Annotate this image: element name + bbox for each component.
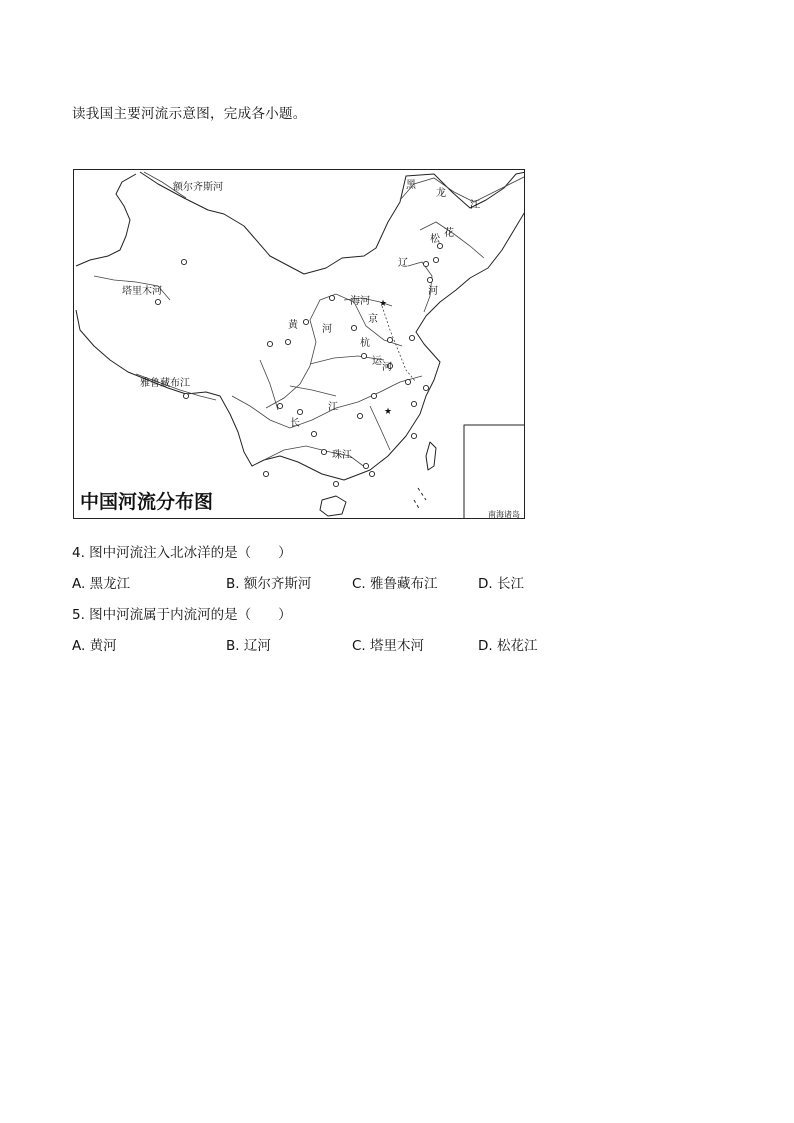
- taiwan-island: [426, 442, 436, 470]
- hainan-island: [320, 496, 346, 516]
- label-he-huang: 河: [322, 324, 332, 335]
- question-4-stem: 4. 图中河流注入北冰洋的是（ ）: [72, 545, 292, 561]
- q4-option-a: A. 黑龙江: [72, 576, 131, 592]
- river-min: [260, 360, 278, 410]
- q5-option-d: D. 松花江: [478, 638, 538, 654]
- label-he-liao: 河: [428, 286, 438, 297]
- map-title: 中国河流分布图: [80, 491, 214, 513]
- question-5-stem: 5. 图中河流属于内流河的是（ ）: [72, 607, 292, 623]
- city-markers: [155, 243, 442, 486]
- q5-option-c: C. 塔里木河: [352, 638, 425, 654]
- label-zhujiang: 珠江: [332, 450, 352, 461]
- country-border: [76, 172, 525, 480]
- q5-option-a: A. 黄河: [72, 638, 117, 654]
- capital-star-icon: ★: [379, 299, 388, 309]
- label-erqisi: 额尔齐斯河: [173, 182, 223, 193]
- q5-option-b: B. 辽河: [226, 638, 271, 654]
- label-he-yun: 河: [382, 362, 392, 373]
- label-jiang1: 江: [470, 200, 480, 211]
- q4-option-b: B. 额尔齐斯河: [226, 576, 312, 592]
- map-labels: [122, 179, 480, 461]
- label-liao: 辽: [398, 258, 408, 269]
- label-hang: 杭: [360, 338, 370, 349]
- capital-star-icon: ★: [384, 407, 393, 417]
- label-hei: 黑: [406, 180, 416, 191]
- label-song: 松: [430, 234, 440, 245]
- china-river-map: [73, 169, 525, 519]
- label-jiang2: 江: [328, 402, 338, 413]
- river-yangtze: [232, 376, 422, 428]
- intro-text: 读我国主要河流示意图，完成各小题。: [72, 106, 307, 122]
- map-drawing: [74, 170, 525, 519]
- label-long: 龙: [436, 188, 446, 199]
- q4-option-d: D. 长江: [478, 576, 524, 592]
- q4-option-c: C. 雅鲁藏布江: [352, 576, 438, 592]
- label-tarim: 塔里木河: [122, 286, 162, 297]
- label-hua: 花: [444, 228, 454, 239]
- label-jing: 京: [368, 314, 378, 325]
- south-sea-inset-frame: [464, 425, 525, 519]
- river-heilongjiang: [400, 176, 525, 202]
- river-han: [290, 386, 336, 396]
- label-yun: 运: [372, 356, 382, 367]
- label-huang: 黄: [288, 320, 298, 331]
- label-haihe: 海河: [350, 296, 370, 307]
- inset-label: 南海诸岛: [488, 510, 520, 519]
- label-yarlung: 雅鲁藏布江: [140, 378, 190, 389]
- rivers: [94, 172, 525, 468]
- label-chang: 长: [290, 418, 300, 429]
